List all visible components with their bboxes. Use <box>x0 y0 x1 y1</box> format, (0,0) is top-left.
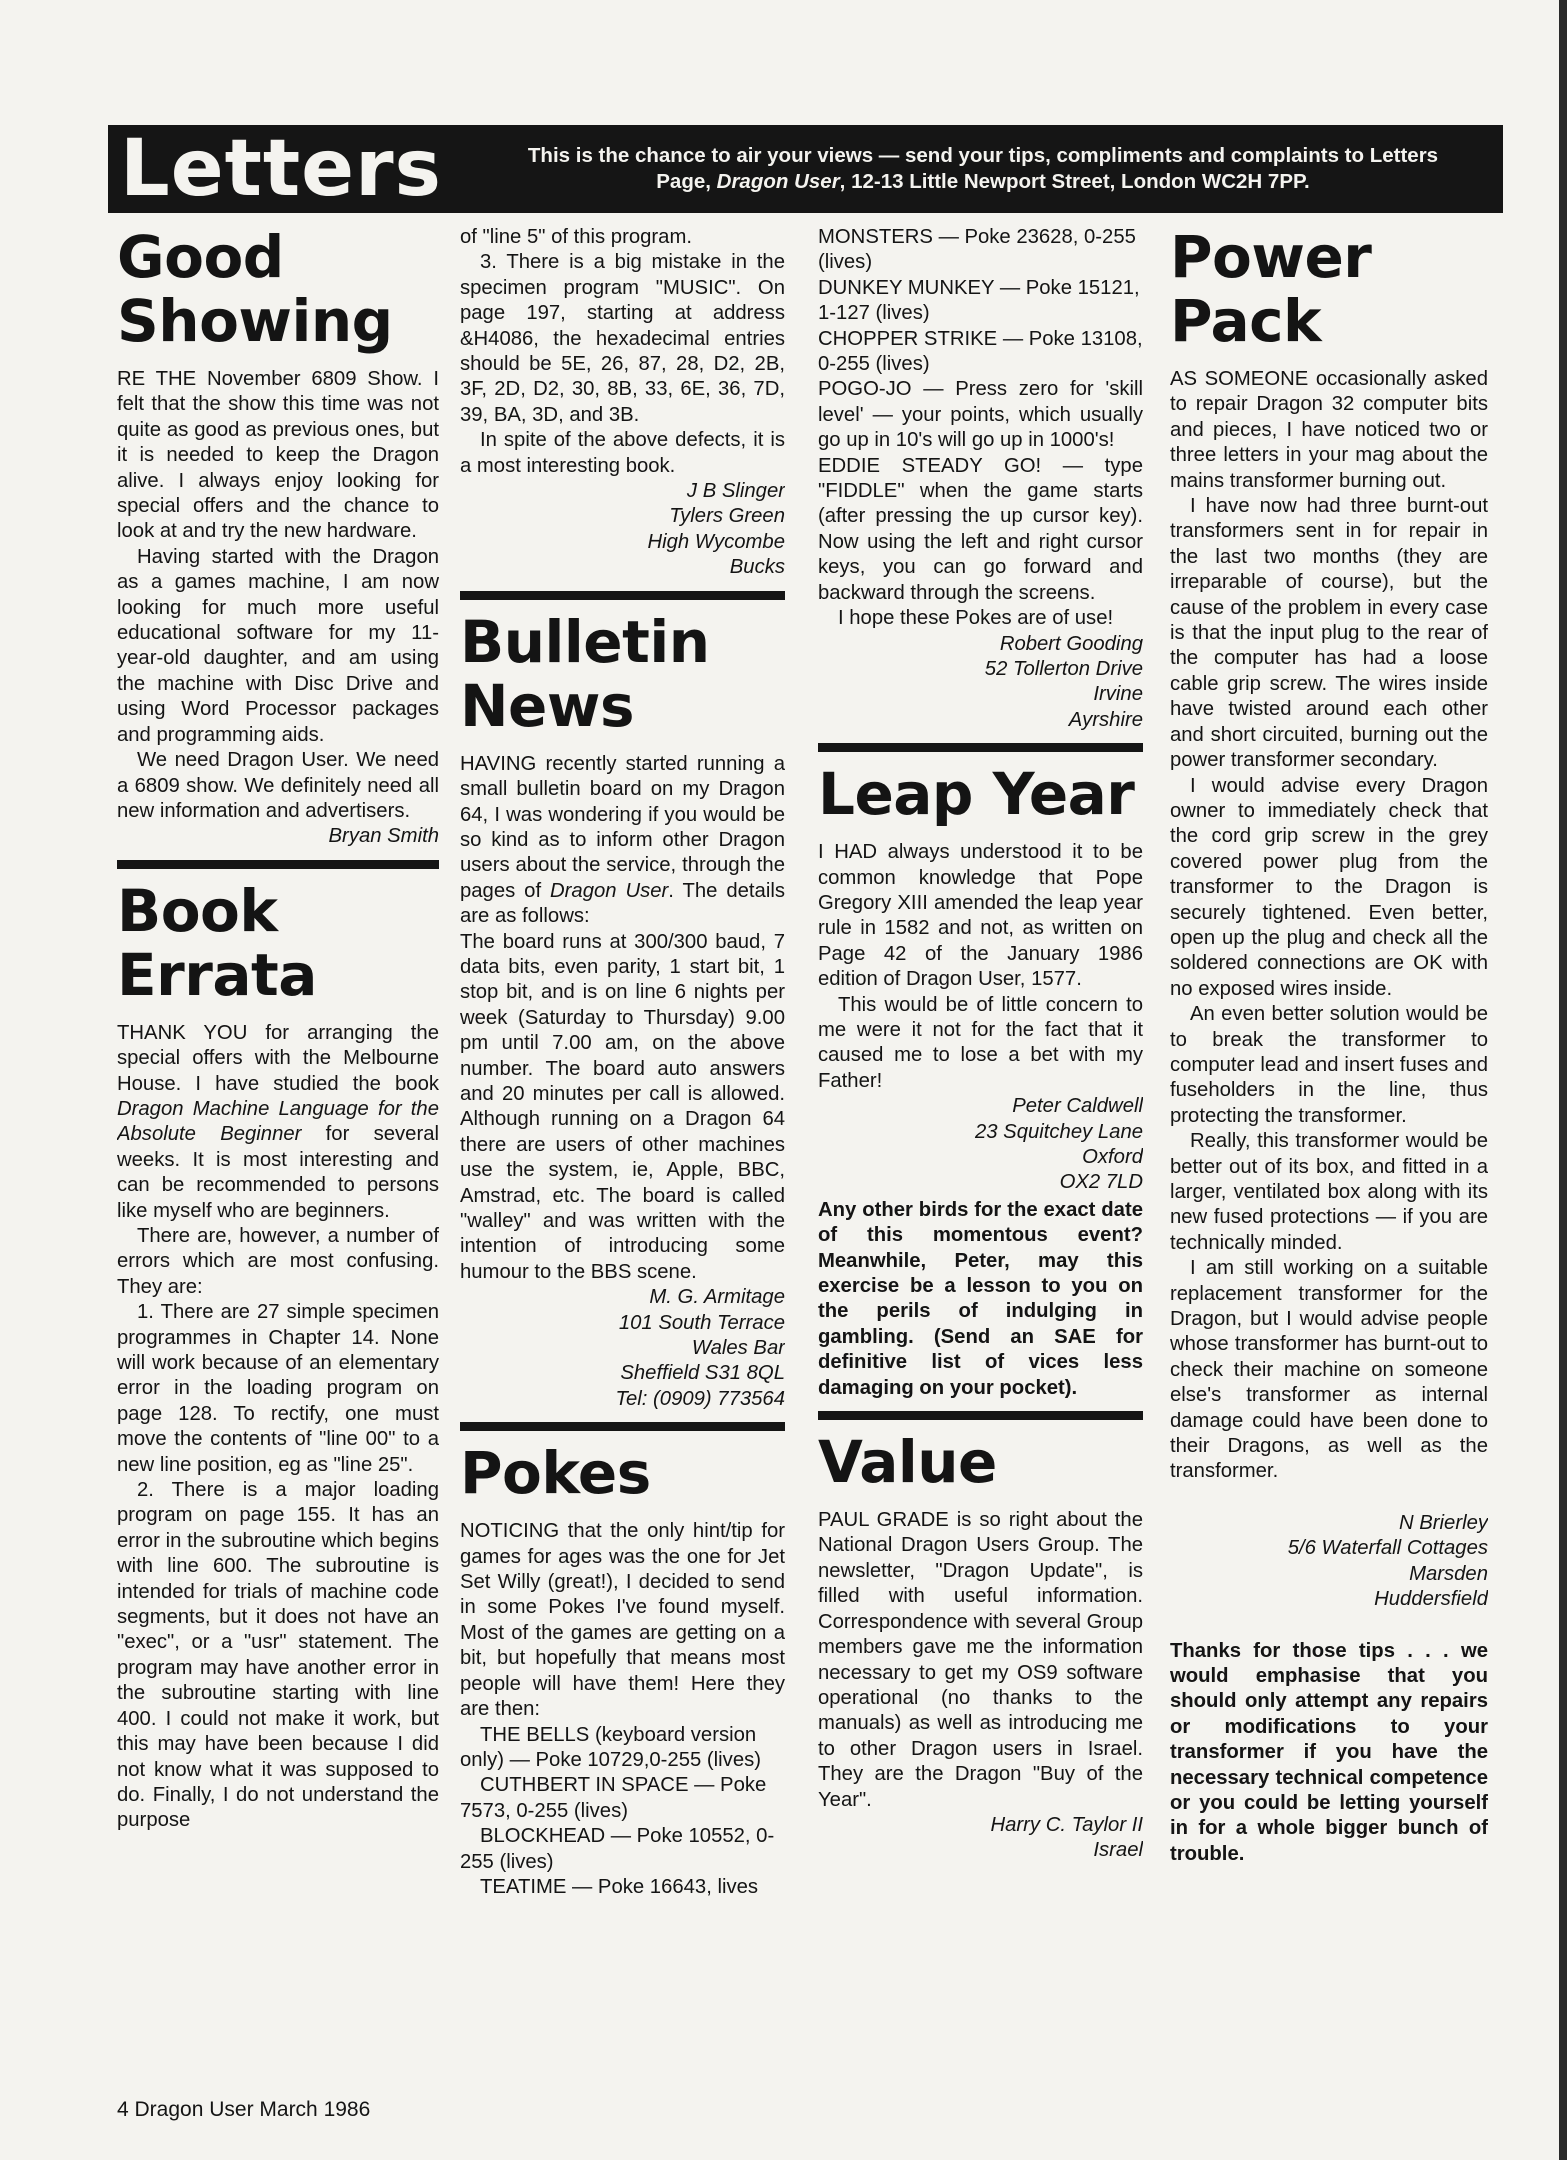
heading-good-showing: Good Showing <box>117 225 393 355</box>
column-4 <box>1170 225 1488 2110</box>
poke-item: THE BELLS (keyboard version only) — Poke 10729,0-255 (lives) <box>460 1723 761 1771</box>
heading-book-errata: Book Errata <box>117 876 317 1009</box>
heading-bulletin-news: Bulletin News <box>460 607 710 740</box>
magazine-name: Dragon User <box>716 170 840 193</box>
divider <box>460 1422 785 1431</box>
column-1 <box>117 225 439 2110</box>
intro-line-2: Page, Dragon User, 12-13 Little Newport Street, London WC2H 7PP. <box>656 170 1310 193</box>
good-showing-signature: Bryan Smith <box>328 825 439 848</box>
book-errata-p7: In spite of the above defects, it is a most interesting book. <box>460 429 785 477</box>
editor-reply: Thanks for those tips . . . we would emphasise that you should only attempt any repairs or modifications to your transformer if you have the necessary technical competence or you could be letting yourself in for a whole bigger bunch of trouble. <box>1170 1639 1488 1865</box>
page-title: Letters <box>120 124 442 214</box>
poke-item: BLOCKHEAD — Poke 10552, 0-255 (lives) <box>460 1825 775 1873</box>
book-errata-signature: J B Slinger Tylers Green High Wycombe Bucks <box>647 480 785 579</box>
book-errata-p4: 2. There is a major loading program on page 155. It has an error in the subroutine which begins with line 600. The subroutine is intended for trials of machine code segments, but it does not have an "exec", or a "usr" statement. The program may have another error in the subroutine starting with line 400. I could not make it work, but this may have been because I did not know what it was supposed to do. Finally, I do not understand the purpose <box>117 1479 439 1832</box>
book-errata-p5: of "line 5" of this program. <box>460 226 692 248</box>
book-errata-p3: 1. There are 27 simple specimen programmes in Chapter 14. None will work because of an elementary error in the loading program on page 128. To rectify, one must move the contents of "line 00" to a new line position, eg as "line 25". <box>117 1301 439 1476</box>
heading-leap-year: Leap Year <box>818 760 1135 829</box>
power-pack-signature: N Brierley 5/6 Waterfall Cottages Marsden Huddersfield <box>1287 1511 1488 1611</box>
poke-item: MONSTERS — Poke 23628, 0-255 (lives) <box>818 226 1136 274</box>
bulletin-p1: HAVING recently started running a small bulletin board on my Dragon 64, I was wondering if you would be so kind as to inform other Dragon users about the service, through the pages of Dragon User. The details are as follows: <box>460 752 785 928</box>
poke-item: EDDIE STEADY GO! — type "FIDDLE" when the game starts (after pressing the up cursor key). Now using the left and right cursor keys, you can go forward and backward through the screens. <box>818 454 1143 604</box>
book-errata-p6: 3. There is a big mistake in the specimen program "MUSIC". On page 197, starting at address &H4086, the hexadecimal entries should be 5E, 26, 87, 28, D2, 2B, 3F, 2D, D2, 30, 8B, 33, 6E, 36, 7D, 39, BA, 3D, and 3B. <box>460 251 785 426</box>
heading-pokes: Pokes <box>460 1439 651 1508</box>
power-pack-p4: An even better solution would be to break the transformer to computer lead and insert fuses and fuseholders in the line, thus protecting the transformer. <box>1170 1003 1488 1127</box>
leap-year-signature: Peter Caldwell 23 Squitchey Lane Oxford OX2 7LD <box>974 1095 1143 1194</box>
pokes-signature: Robert Gooding 52 Tollerton Drive Irvine Ayrshire <box>984 632 1143 731</box>
header-intro <box>463 143 1503 195</box>
power-pack-p2: I have now had three burnt-out transformers sent in for repair in the last two months (they are irreparable of course), but the cause of the problem in every case is that the input plug to the rear of the computer has had a loose cable grip screw. The wires inside have twisted around each other and short circuited, burning out the power transformer secondary. <box>1170 495 1488 772</box>
intro-line-1: This is the chance to air your views — send your tips, compliments and complaints to Letters <box>527 144 1439 167</box>
heading-power-pack: Power Pack <box>1170 225 1372 355</box>
poke-item: CHOPPER STRIKE — Poke 13108, 0-255 (lives) <box>818 327 1143 376</box>
divider <box>117 860 439 869</box>
page-footer: 4 Dragon User March 1986 <box>117 2098 371 2121</box>
bulletin-signature: M. G. Armitage 101 South Terrace Wales Bar Sheffield S31 8QL Tel: (0909) 773564 <box>615 1286 785 1410</box>
heading-value: Value <box>818 1428 997 1497</box>
poke-item: POGO-JO — Press zero for 'skill level' — your points, which usually go up in 10's will go up in 1000's! <box>818 378 1143 452</box>
scan-edge <box>1559 0 1567 2160</box>
power-pack-p6: I am still working on a suitable replacement transformer for the Dragon, but I would advise people whose transformer has burnt-out to check their machine on someone else's transformer as internal damage could have been done to their Dragons, as well as the transformer. <box>1170 1257 1488 1483</box>
magazine-name: Dragon User <box>550 879 669 902</box>
divider <box>818 743 1143 752</box>
column-3 <box>818 225 1143 2110</box>
divider <box>460 591 785 600</box>
bulletin-p2: The board runs at 300/300 baud, 7 data bits, even parity, 1 start bit, 1 stop bit, and is on line 6 nights per week (Saturday to Thursday) 9.00 pm until 7.00 am, on the above number. The board auto answers and 20 minutes per call is allowed. Although running on a Dragon 64 there are users of other machines use the system, ie, Apple, BBC, Amstrad, etc. The board is called "walley" and was written with the intention of introducing some humour to the BBS scene. <box>460 930 785 1283</box>
power-pack-p3: I would advise every Dragon owner to immediately check that the cord grip screw in the grey covered power plug from the transformer to the Dragon is securely tightened. Even better, open up the plug and check all the soldered connections are OK with no exposed wires inside. <box>1170 774 1488 1000</box>
leap-year-p1: I HAD always understood it to be common knowledge that Pope Gregory XIII amended the leap year rule in 1582 and not, as written on Page 42 of the January 1986 edition of Dragon User, 1577. <box>818 841 1143 991</box>
value-p1: PAUL GRADE is so right about the National Dragon Users Group. The newsletter, "Dragon Update", is filled with useful information. Correspondence with several Group members gave me the information necessary to get my OS9 software operational (no thanks to the manuals) as well as introducing me to other Dragon users in Israel. They are the Dragon "Buy of the Year". <box>818 1509 1143 1811</box>
poke-item: CUTHBERT IN SPACE — Poke 7573, 0-255 (lives) <box>460 1774 767 1822</box>
power-pack-p5: Really, this transformer would be better out of its box, and fitted in a larger, ventilated box along with its new fused protections — if you are technically minded. <box>1170 1130 1488 1254</box>
value-signature: Harry C. Taylor II Israel <box>990 1813 1143 1862</box>
good-showing-p2: Having started with the Dragon as a games machine, I am now looking for much more useful educational software for my 11-year-old daughter, and am using the machine with Disc Drive and using Word Processor packages and programming aids. <box>117 545 439 746</box>
pokes-p2: I hope these Pokes are of use! <box>838 607 1114 630</box>
book-title: Dragon Machine Language for the Absolute Beginner <box>117 1097 439 1146</box>
pokes-p1: NOTICING that the only hint/tip for games for ages was the one for Jet Set Willy (great!), I decided to send in some Pokes I've found myself. Most of the games are getting on a bit, but hopefully that means most people will have them! Here they are then: <box>460 1520 785 1721</box>
poke-item: DUNKEY MUNKEY — Poke 15121, 1-127 (lives) <box>818 276 1140 325</box>
power-pack-p1: AS SOMEONE occasionally asked to repair Dragon 32 computer bits and pieces, I have noticed two or three letters in your mag about the mains transformer burning out. <box>1170 368 1488 492</box>
letters-header <box>108 125 1503 213</box>
leap-year-p2: This would be of little concern to me were it not for the fact that it caused me to lose a bet with my Father! <box>818 993 1143 1092</box>
good-showing-p1: RE THE November 6809 Show. I felt that the show this time was not quite as good as previous ones, but it is needed to keep the Dragon alive. I always enjoy looking for special offers and the chance to look at and try the new hardware. <box>117 368 439 543</box>
editor-reply: Any other birds for the exact date of this momentous event? Meanwhile, Peter, may this exercise be a lesson to you on the perils of indulging in gambling. (Send an SAE for definitive list of vices less damaging on your pocket). <box>818 1198 1143 1399</box>
good-showing-p3: We need Dragon User. We need a 6809 show. We definitely need all new information and advertisers. <box>117 749 439 822</box>
column-2 <box>460 225 785 2110</box>
book-errata-p1: THANK YOU for arranging the special offers with the Melbourne House. I have studied the book Dragon Machine Language for the Absolute Beginner for several weeks. It is most interesting and can be recommended to persons like myself who are beginners. <box>117 1021 439 1222</box>
poke-item: TEATIME — Poke 16643, lives <box>480 1875 759 1898</box>
book-errata-p2: There are, however, a number of errors which are most confusing. They are: <box>117 1224 439 1298</box>
divider <box>818 1411 1143 1420</box>
